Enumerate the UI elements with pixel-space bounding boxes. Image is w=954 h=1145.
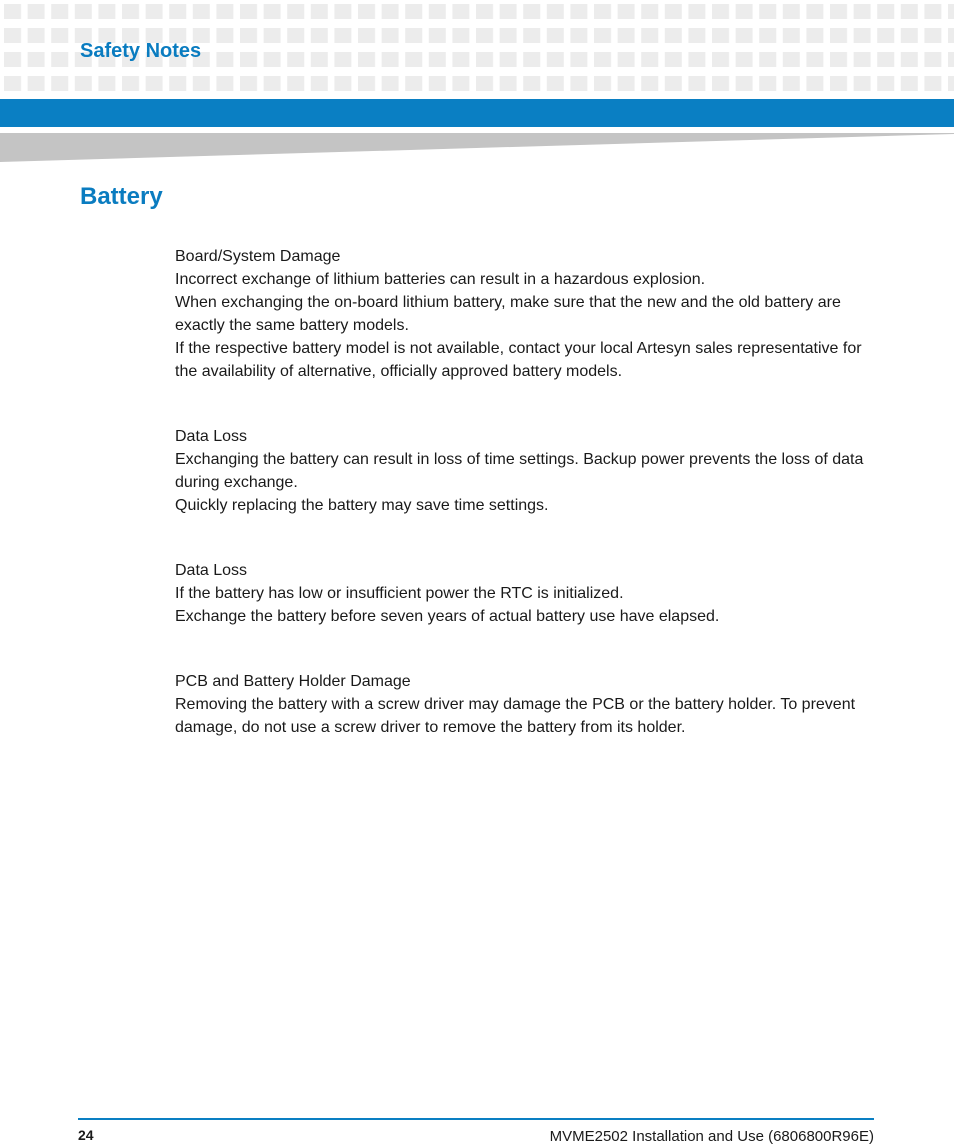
note-line: Exchanging the battery can result in loss of time settings. Backup power prevents the loss of data during exchange. — [175, 451, 864, 491]
safety-note — [175, 559, 875, 628]
safety-notes-list — [175, 245, 875, 739]
page-heading: Battery — [80, 183, 163, 210]
safety-note — [175, 670, 875, 739]
header-blue-bar — [0, 99, 954, 127]
note-line: Quickly replacing the battery may save time settings. — [175, 497, 549, 514]
page-number: 24 — [78, 1127, 94, 1143]
note-line: Incorrect exchange of lithium batteries can result in a hazardous explosion. — [175, 271, 706, 288]
header-gray-wedge — [0, 133, 954, 162]
note-title: Data Loss — [175, 428, 248, 445]
note-line: Exchange the battery before seven years of actual battery use have elapsed. — [175, 608, 720, 625]
note-line: If the respective battery model is not available, contact your local Artesyn sales representative for the availability of alternative, officially approved battery models. — [175, 340, 862, 380]
note-title: Data Loss — [175, 562, 248, 579]
footer-rule — [78, 1118, 874, 1120]
note-line: When exchanging the on-board lithium battery, make sure that the new and the old battery are exactly the same battery models. — [175, 294, 841, 334]
document-title: MVME2502 Installation and Use (6806800R96E) — [549, 1128, 874, 1145]
note-title: Board/System Damage — [175, 248, 341, 265]
safety-note — [175, 425, 875, 517]
note-line: Removing the battery with a screw driver may damage the PCB or the battery holder. To prevent damage, do not use a screw driver to remove the battery from its holder. — [175, 696, 856, 736]
note-line: If the battery has low or insufficient power the RTC is initialized. — [175, 585, 624, 602]
section-title: Safety Notes — [80, 40, 202, 62]
safety-note — [175, 245, 875, 383]
note-title: PCB and Battery Holder Damage — [175, 673, 411, 690]
